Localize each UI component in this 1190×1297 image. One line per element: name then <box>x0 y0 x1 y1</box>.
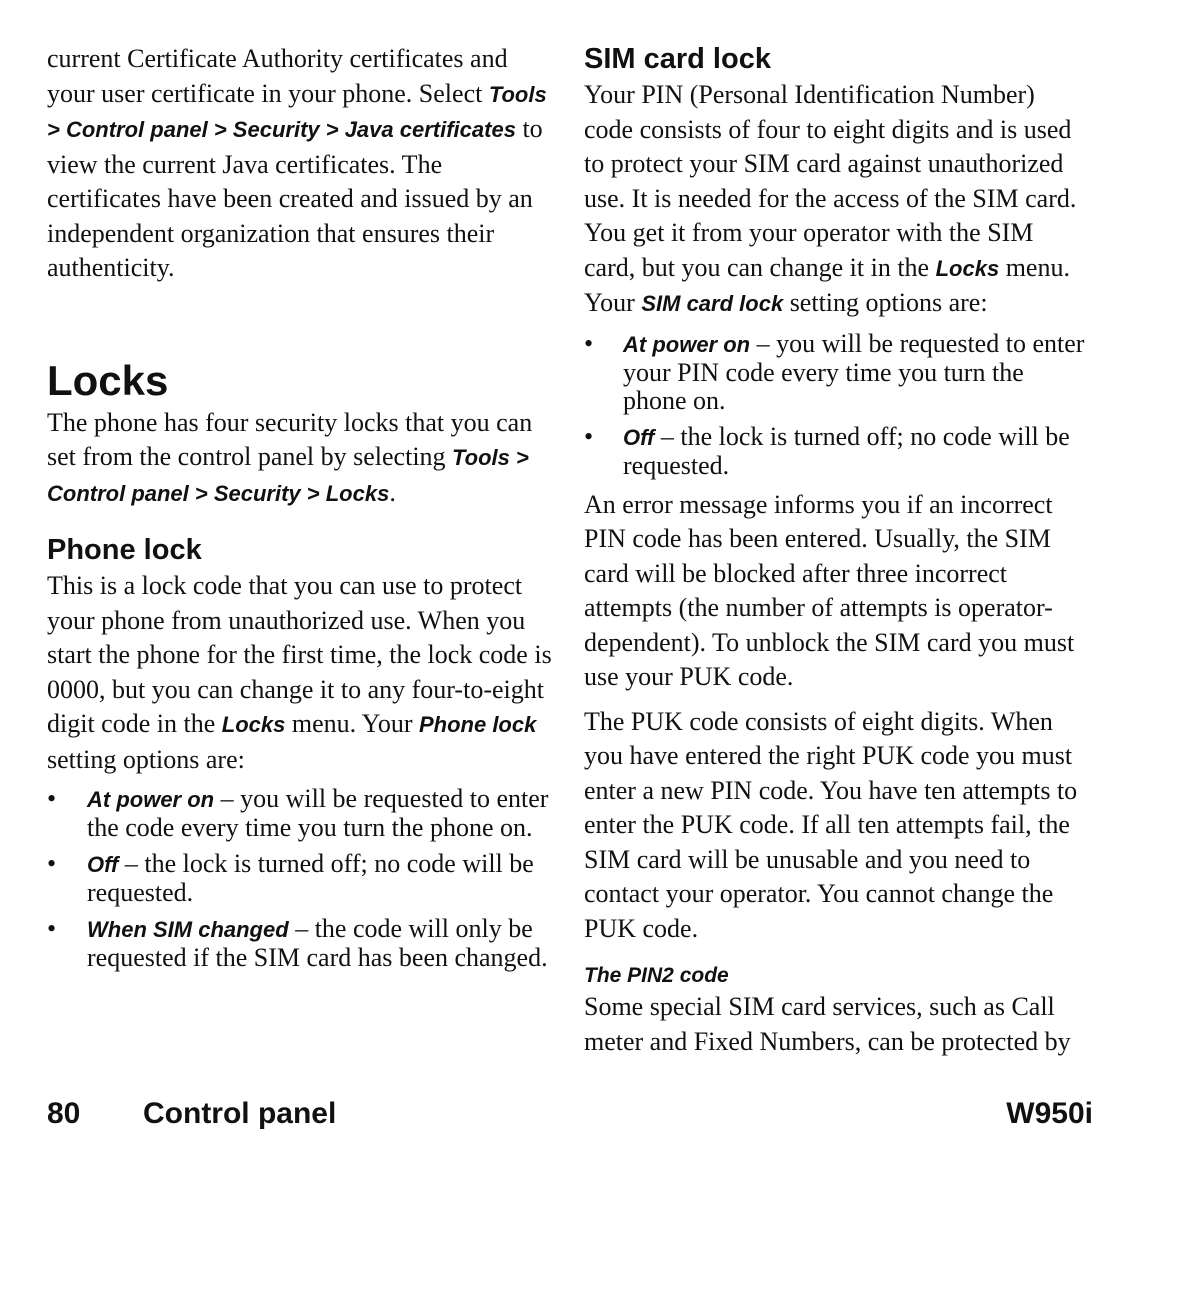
intro-text-end: to view the current Java certificates. The certificates have been created and issued by an independent organization that ensures their authenticity. <box>47 114 543 282</box>
model-name: W950i <box>1006 1097 1093 1130</box>
phone-lock-heading: Phone lock <box>47 534 202 566</box>
intro-text-start: current Certificate Authority certificates and your user certificate in your phone. Select <box>47 44 508 108</box>
option-description: – you will be requested to enter your PIN code every time you turn the phone on. <box>623 328 1085 415</box>
option-term: At power on <box>87 787 215 812</box>
sim-card-lock-heading: SIM card lock <box>584 43 771 75</box>
sim-lock-text-start: Your PIN (Personal Identification Number) code consists of four to eight digits and is used to protect your SIM card against unauthorized use. It is needed for the access of the SIM card. You get it from your operator with the SIM card, but you can change it in the <box>584 80 1077 282</box>
phone-lock-options-list <box>47 785 553 972</box>
locks-heading: Locks <box>47 356 169 404</box>
section-title: Control panel <box>143 1097 337 1130</box>
menu-path-locks: Tools > Control panel > Security > Locks <box>47 445 529 506</box>
bullet-icon: • <box>584 421 594 451</box>
right-column <box>584 42 1090 1059</box>
sim-lock-text-end: setting options are: <box>783 288 988 317</box>
intro-paragraph <box>47 42 553 286</box>
puk-paragraph: The PUK code consists of eight digits. When you have entered the right PUK code you must enter a new PIN code. You have ten attempts to enter the PUK code. If all ten attempts fail, the SIM card will be unusable and you need to contact your operator. You cannot change the PUK code. <box>584 706 1078 943</box>
bullet-icon: • <box>47 784 57 813</box>
sim-lock-paragraph <box>584 78 1090 322</box>
locks-menu-term: Locks <box>221 712 286 737</box>
pin-error-paragraph: An error message informs you if an incorrect PIN code has been entered. Usually, the SIM card will be blocked after three incorrect attempts (the number of attempts is operator-dependent). To unblock the SIM card you must use your PUK code. <box>584 489 1075 691</box>
list-item <box>47 915 553 972</box>
locks-menu-term: Locks <box>935 255 1000 281</box>
option-term: Off <box>623 424 655 450</box>
option-term: Off <box>87 852 119 877</box>
option-description: – you will be requested to enter the code every time you turn the phone on. <box>87 784 549 842</box>
locks-text-end: . <box>389 477 396 507</box>
option-term: When SIM changed <box>87 917 289 942</box>
left-column <box>47 42 553 972</box>
locks-text-start: The phone has four security locks that you can set from the control panel by selecting <box>47 407 533 471</box>
list-item <box>47 850 553 907</box>
phone-lock-text-mid: menu. Your <box>285 709 419 738</box>
option-term: At power on <box>623 331 751 357</box>
list-item <box>584 330 1090 415</box>
option-description: – the lock is turned off; no code will be requested. <box>87 849 534 907</box>
phone-lock-text-end: setting options are: <box>47 744 245 774</box>
page-number: 80 <box>47 1097 81 1130</box>
bullet-icon: • <box>47 849 57 878</box>
phone-lock-term: Phone lock <box>418 712 537 737</box>
option-description: – the lock is turned off; no code will be requested. <box>623 421 1070 480</box>
sim-lock-text-mid: menu. Your <box>584 252 1070 317</box>
sim-card-lock-term: SIM card lock <box>641 291 784 316</box>
pin2-paragraph: Some special SIM card services, such as Call meter and Fixed Numbers, can be protected by <box>584 992 1071 1056</box>
bullet-icon: • <box>584 328 594 358</box>
page-footer <box>47 1097 1093 1137</box>
list-item <box>584 423 1090 480</box>
menu-path-java-certificates: Tools > Control panel > Security > Java certificates <box>47 81 547 142</box>
sim-lock-options-list <box>584 330 1090 480</box>
pin2-heading: The PIN2 code <box>584 964 729 987</box>
locks-paragraph <box>47 406 553 512</box>
phone-lock-text-start: This is a lock code that you can use to protect your phone from unauthorized use. When you start the phone for the first time, the lock code is 0000, but you can change it to any four-to-eight digit code in the <box>47 571 552 738</box>
bullet-icon: • <box>47 914 57 943</box>
list-item <box>47 785 553 842</box>
option-description: – the code will only be requested if the SIM card has been changed. <box>87 914 548 972</box>
phone-lock-paragraph <box>47 569 553 777</box>
